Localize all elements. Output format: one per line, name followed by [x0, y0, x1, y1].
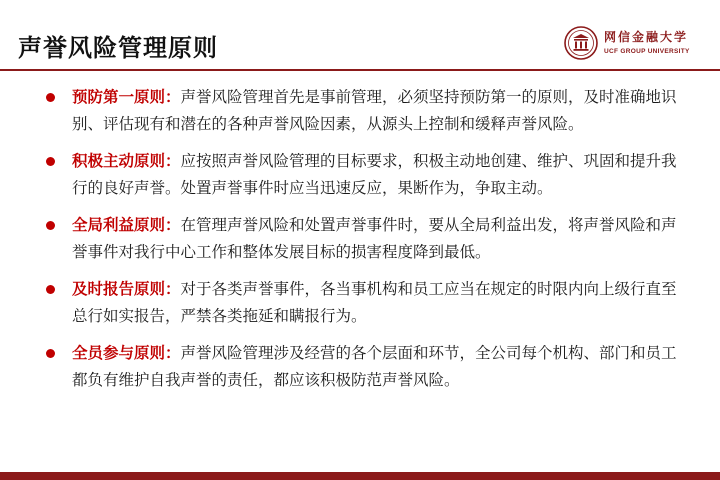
principle-timely-reporting	[40, 276, 685, 330]
footer-bar	[0, 472, 720, 480]
principle-proactive	[40, 148, 685, 202]
principles-list	[40, 84, 685, 404]
red-dot-bullet-icon	[46, 157, 55, 166]
principle-text: 对于各类声誉事件，各当事机构和员工应当在规定的时限内向上级行直至总行如实报告，严禁各类拖延和瞒报行为。	[72, 280, 677, 325]
red-dot-bullet-icon	[46, 349, 55, 358]
principle-text: 声誉风险管理首先是事前管理，必须坚持预防第一的原则，及时准确地识别、评估现有和潜在的各种声誉风险因素，从源头上控制和缓释声誉风险。	[72, 88, 677, 133]
slide-header	[0, 0, 720, 70]
principle-term: 积极主动原则：	[72, 152, 181, 170]
logo-text	[604, 28, 704, 55]
principle-prevention-first	[40, 84, 685, 138]
university-logo	[564, 26, 704, 60]
principle-full-participation	[40, 340, 685, 394]
title-divider	[0, 69, 720, 71]
logo-name-cn: 网信金融大学	[604, 30, 689, 44]
principle-overall-interest	[40, 212, 685, 266]
principle-term: 及时报告原则：	[72, 280, 181, 298]
red-dot-bullet-icon	[46, 221, 55, 230]
page-title: 声誉风险管理原则	[18, 34, 218, 62]
principle-term: 全员参与原则：	[72, 344, 181, 362]
principle-text: 在管理声誉风险和处置声誉事件时，要从全局利益出发，将声誉风险和声誉事件对我行中心工作和整体发展目标的损害程度降到最低。	[72, 216, 677, 261]
principle-text: 声誉风险管理涉及经营的各个层面和环节，全公司每个机构、部门和员工都负有维护自我声誉的责任，都应该积极防范声誉风险。	[72, 344, 677, 389]
principle-text: 应按照声誉风险管理的目标要求，积极主动地创建、维护、巩固和提升我行的良好声誉。处置声誉事件时应当迅速反应，果断作为，争取主动。	[72, 152, 677, 197]
red-dot-bullet-icon	[46, 93, 55, 102]
red-dot-bullet-icon	[46, 285, 55, 294]
logo-name-en: UCF GROUP UNIVERSITY	[604, 48, 690, 55]
principle-term: 全局利益原则：	[72, 216, 181, 234]
university-seal-icon	[564, 26, 598, 60]
principle-term: 预防第一原则：	[72, 88, 181, 106]
